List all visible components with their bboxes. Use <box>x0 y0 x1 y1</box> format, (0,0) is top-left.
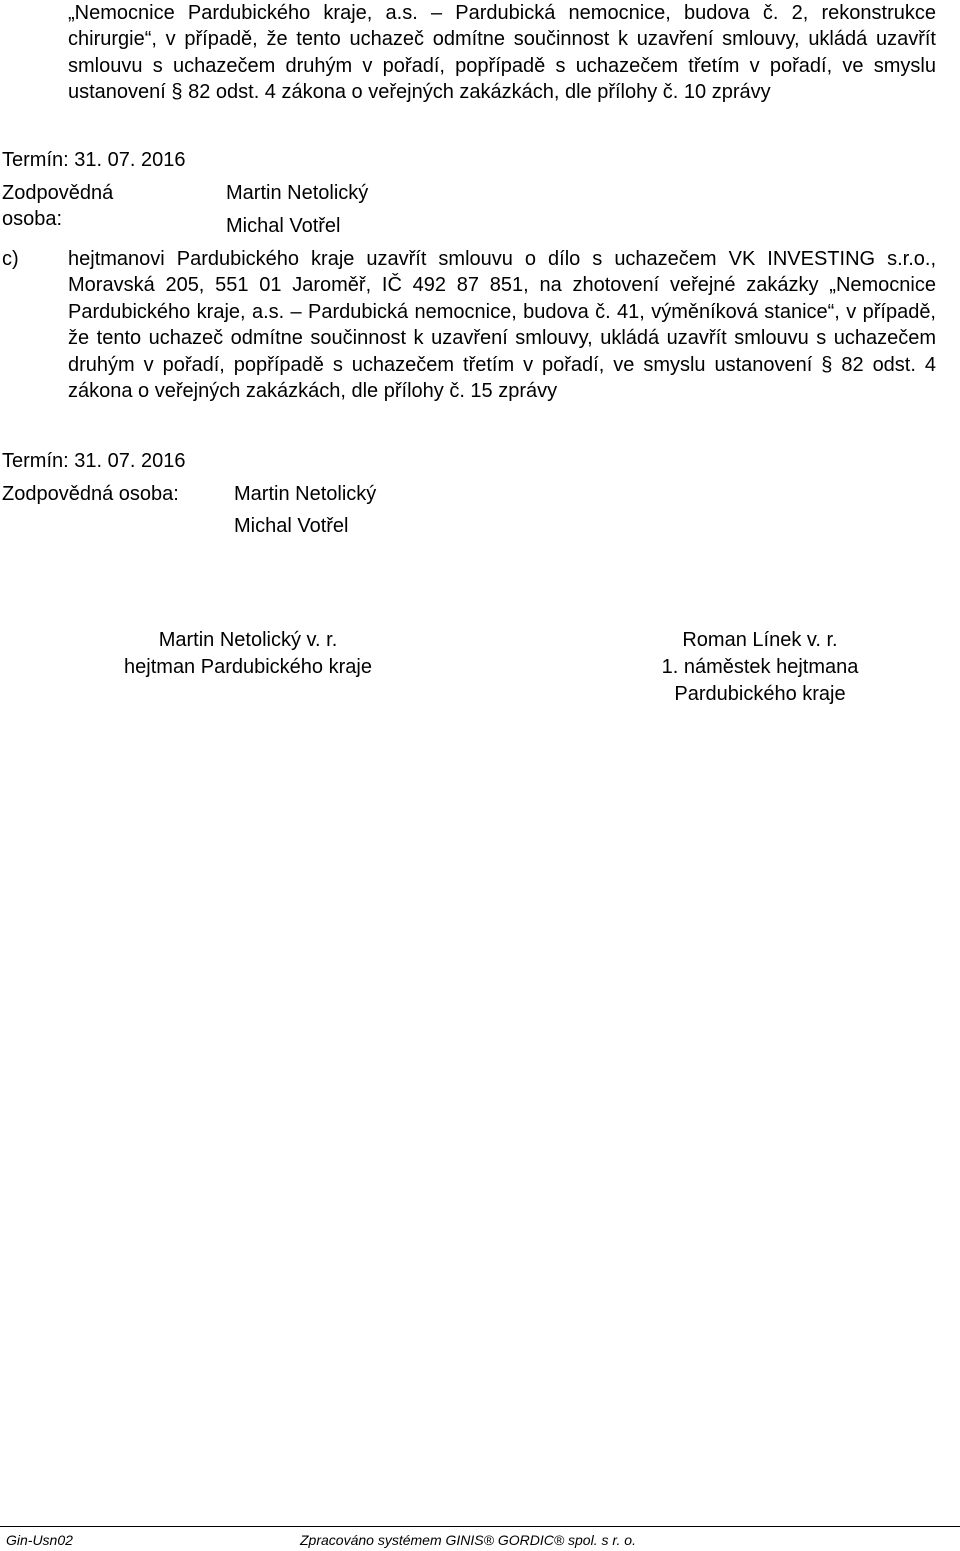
signature-left <box>78 627 418 681</box>
footer-divider <box>0 1526 960 1527</box>
responsible-label-1a: Zodpovědná <box>2 182 114 204</box>
responsible-person-2b: Michal Votřel <box>234 515 349 537</box>
responsible-label-2: Zodpovědná osoba: <box>2 483 179 505</box>
item-c-text: hejtmanovi Pardubického kraje uzavřít smlouvu o dílo s uchazečem VK INVESTING s.r.o., Moravská 205, 551 01 Jaroměř, IČ 492 87 851, na zhotovení veřejné zakázky „Nemocnice Pardubického kraje, a.s. – Pardubická nemocnice, budova č. 41, výměníková stanice“, v případě, že tento uchazeč odmítne součinnost k uzavření smlouvy, ukládá uzavřít smlouvu s uchazečem druhým v pořadí, popřípadě s uchazečem třetím v pořadí, ve smyslu ustanovení § 82 odst. 4 zákona o veřejných zakázkách, dle přílohy č. 15 zprávy <box>68 248 936 403</box>
signature-right <box>610 627 910 708</box>
deadline-2: Termín: 31. 07. 2016 <box>2 450 186 472</box>
responsible-label-1b: osoba: <box>2 208 63 230</box>
footer-code: Gin-Usn02 <box>6 1532 73 1548</box>
signature-right-role-2: Pardubického kraje <box>674 683 846 705</box>
continuation-paragraph: „Nemocnice Pardubického kraje, a.s. – Pardubická nemocnice, budova č. 2, rekonstrukce chirurgie“, v případě, že tento uchazeč odmítne součinnost k uzavření smlouvy, ukládá uzavřít smlouvu s uchazečem druhým v pořadí, popřípadě s uchazečem třetím v pořadí, ve smyslu ustanovení § 82 odst. 4 zákona o veřejných zakázkách, dle přílohy č. 10 zprávy <box>68 2 936 104</box>
responsible-person-1a: Martin Netolický <box>226 182 369 204</box>
deadline-1: Termín: 31. 07. 2016 <box>2 149 186 171</box>
footer-generator: Zpracováno systémem GINIS® GORDIC® spol. s r. o. <box>300 1532 636 1548</box>
responsible-person-1b: Michal Votřel <box>226 215 341 237</box>
item-c-marker: c) <box>2 248 19 270</box>
signature-left-name: Martin Netolický v. r. <box>158 629 338 651</box>
signature-right-name: Roman Línek v. r. <box>682 629 838 651</box>
responsible-person-2a: Martin Netolický <box>234 483 377 505</box>
signature-right-role-1: 1. náměstek hejtmana <box>661 656 859 678</box>
signature-left-role: hejtman Pardubického kraje <box>124 656 372 678</box>
